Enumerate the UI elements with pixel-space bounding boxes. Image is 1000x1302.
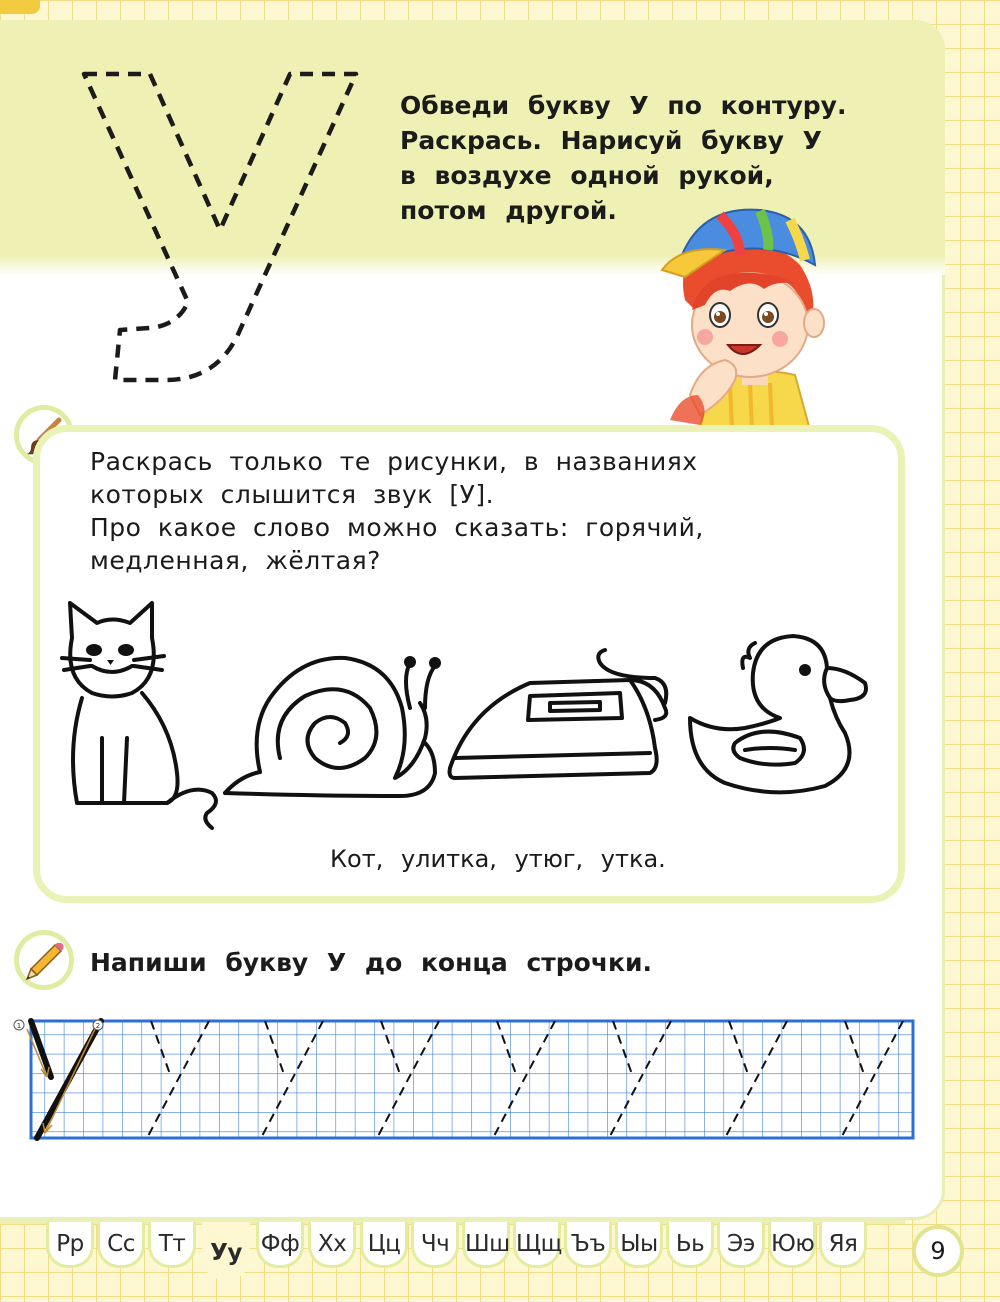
tab-ss[interactable]: Сс [97, 1222, 145, 1268]
picture-names: Кот, улитка, утюг, утка. [330, 845, 666, 873]
intro-line: Раскрась. Нарисуй букву У [400, 126, 822, 155]
tab-uu[interactable]: Уу [202, 1222, 250, 1280]
tab-soft-sign[interactable]: Ьь [666, 1222, 714, 1268]
intro-line: Обведи букву У по контуру. [400, 91, 847, 120]
writing-instruction: Напиши букву У до конца строчки. [90, 948, 652, 977]
tab-e[interactable]: Ээ [717, 1222, 765, 1268]
snail-picture[interactable] [220, 648, 450, 808]
tab-yery[interactable]: Ыы [615, 1222, 663, 1268]
corner-tab [0, 0, 40, 14]
tab-ts[interactable]: Цц [360, 1222, 408, 1268]
instruction-line: Про какое слово можно сказать: горячий, [90, 513, 704, 542]
tab-ya[interactable]: Яя [819, 1222, 867, 1268]
pencil-badge [14, 930, 74, 990]
tab-shch[interactable]: Щщ [513, 1222, 561, 1268]
tab-tt[interactable]: Тт [148, 1222, 196, 1268]
page-number: 9 [912, 1225, 964, 1277]
duck-picture[interactable] [685, 628, 880, 798]
stroke-marker-1: 1 [16, 1022, 22, 1030]
coloring-instructions [90, 445, 740, 577]
intro-line: в воздухе одной рукой, [400, 161, 774, 190]
cat-picture[interactable] [52, 598, 227, 838]
dashed-letter-outline [70, 60, 370, 390]
intro-line: потом другой. [400, 196, 617, 225]
instruction-line: Раскрась только те рисунки, в названиях [90, 447, 698, 476]
iron-picture[interactable] [440, 648, 680, 788]
stroke-marker-2: 2 [95, 1022, 101, 1030]
tab-hh[interactable]: Хх [308, 1222, 356, 1268]
tab-ch[interactable]: Чч [411, 1222, 459, 1268]
tab-ff[interactable]: Фф [256, 1222, 304, 1268]
pencil-icon [25, 941, 65, 981]
tab-yu[interactable]: Юю [768, 1222, 816, 1268]
tab-rr[interactable]: Рр [46, 1222, 94, 1268]
instruction-line: которых слышится звук [У]. [90, 480, 495, 509]
instruction-line: медленная, жёлтая? [90, 546, 381, 575]
tab-hard-sign[interactable]: Ъъ [564, 1222, 612, 1268]
boy-illustration [660, 205, 840, 430]
writing-grid[interactable] [16, 1015, 920, 1145]
tab-sh[interactable]: Шш [462, 1222, 510, 1268]
